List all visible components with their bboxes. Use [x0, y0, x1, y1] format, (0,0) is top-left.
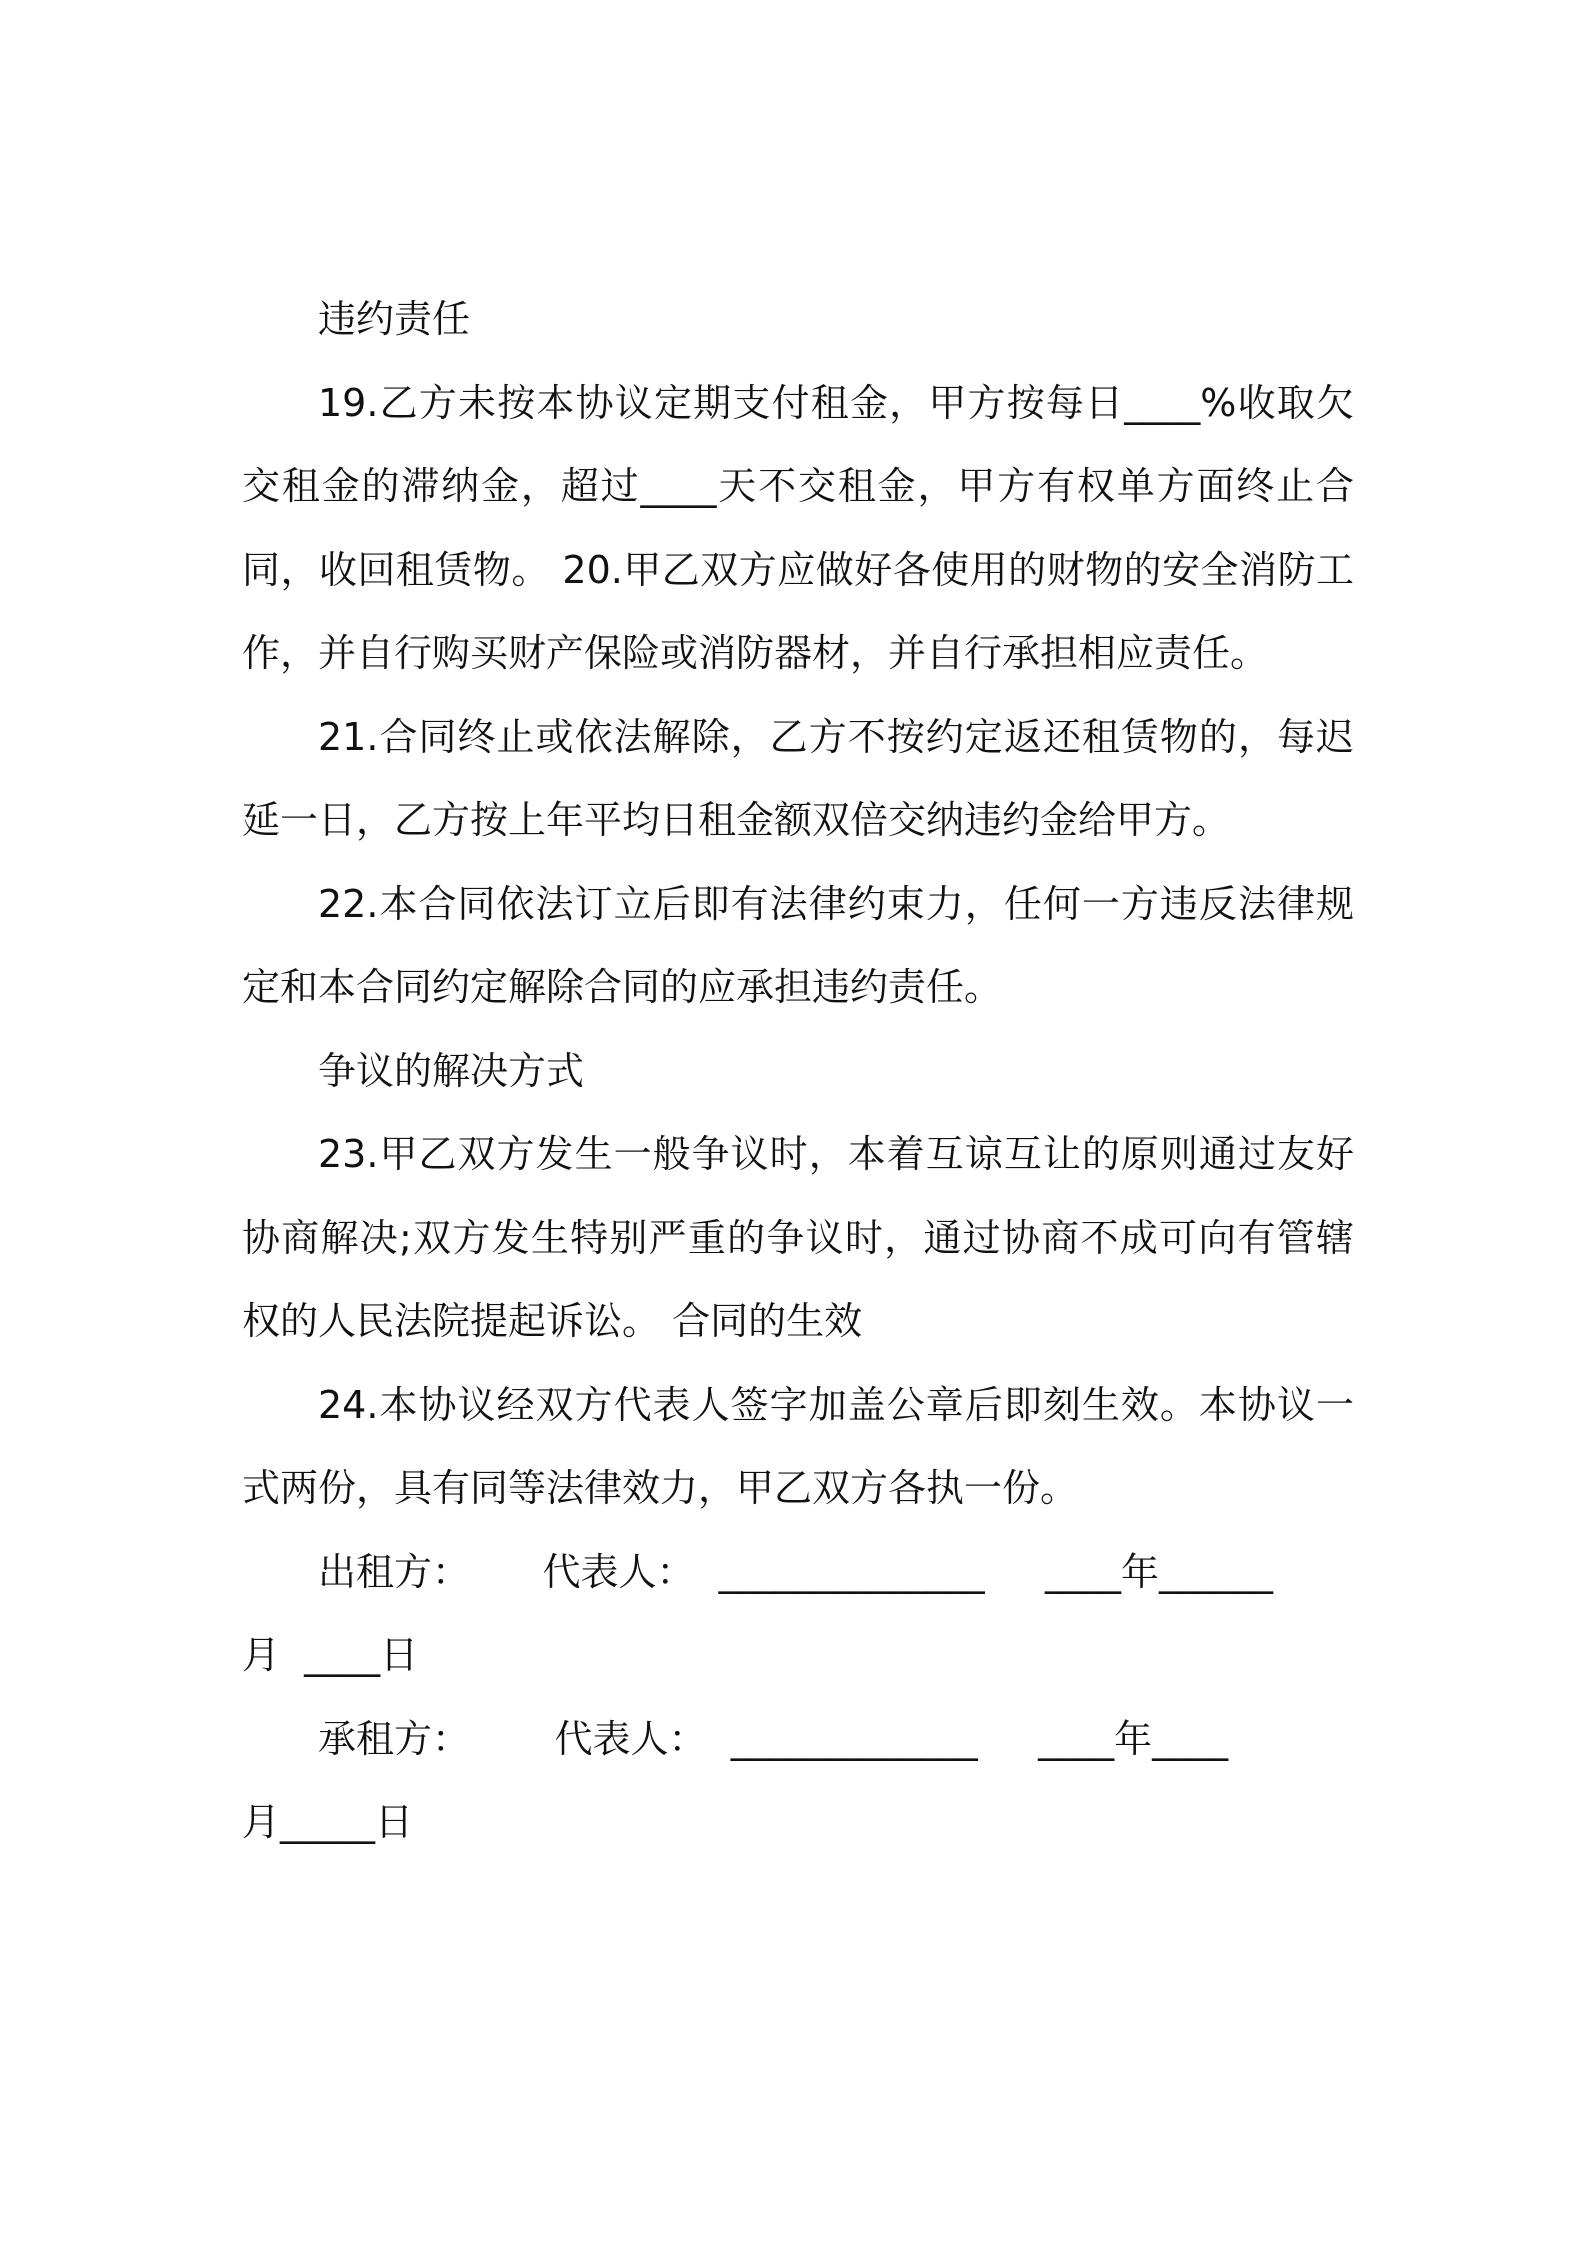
clause-19-20: 19.乙方未按本协议定期支付租金，甲方按每日____%收取欠交租金的滞纳金，超过____天不交租金，甲方有权单方面终止合同，收回租赁物。 20.甲乙双方应做好各使用的财物的安全消防工作，并自行购买财产保险或消防器材，并自行承担相应责任。 [242, 380, 1354, 675]
clause-23: 23.甲乙双方发生一般争议时，本着互谅互让的原则通过友好协商解决;双方发生特别严重的争议时，通过协商不成可向有管辖权的人民法院提起诉讼。 合同的生效 [242, 1132, 1354, 1343]
dispute-heading: 争议的解决方式 [318, 1048, 585, 1093]
clause-24: 24.本协议经双方代表人签字加盖公章后即刻生效。本协议一式两份，具有同等法律效力，甲乙双方各执一份。 [242, 1382, 1354, 1510]
lessee-date-line: 月_____日 [242, 1800, 414, 1844]
breach-heading: 违约责任 [318, 297, 471, 341]
lessor-date-line: 月 ____日 [242, 1633, 419, 1677]
lessee-signature-line: 承租方： 代表人： _____________ ____年____ [318, 1716, 1229, 1761]
clause-21: 21.合同终止或依法解除，乙方不按约定返还租赁物的，每迟延一日，乙方按上年平均日租金额双倍交纳违约金给甲方。 [242, 714, 1354, 842]
lessor-signature-line: 出租方： 代表人： ______________ ____年______ [318, 1549, 1274, 1594]
contract-page [242, 278, 1354, 1865]
clause-22: 22.本合同依法订立后即有法律约束力，任何一方违反法律规定和本合同约定解除合同的应承担违约责任。 [242, 881, 1354, 1009]
